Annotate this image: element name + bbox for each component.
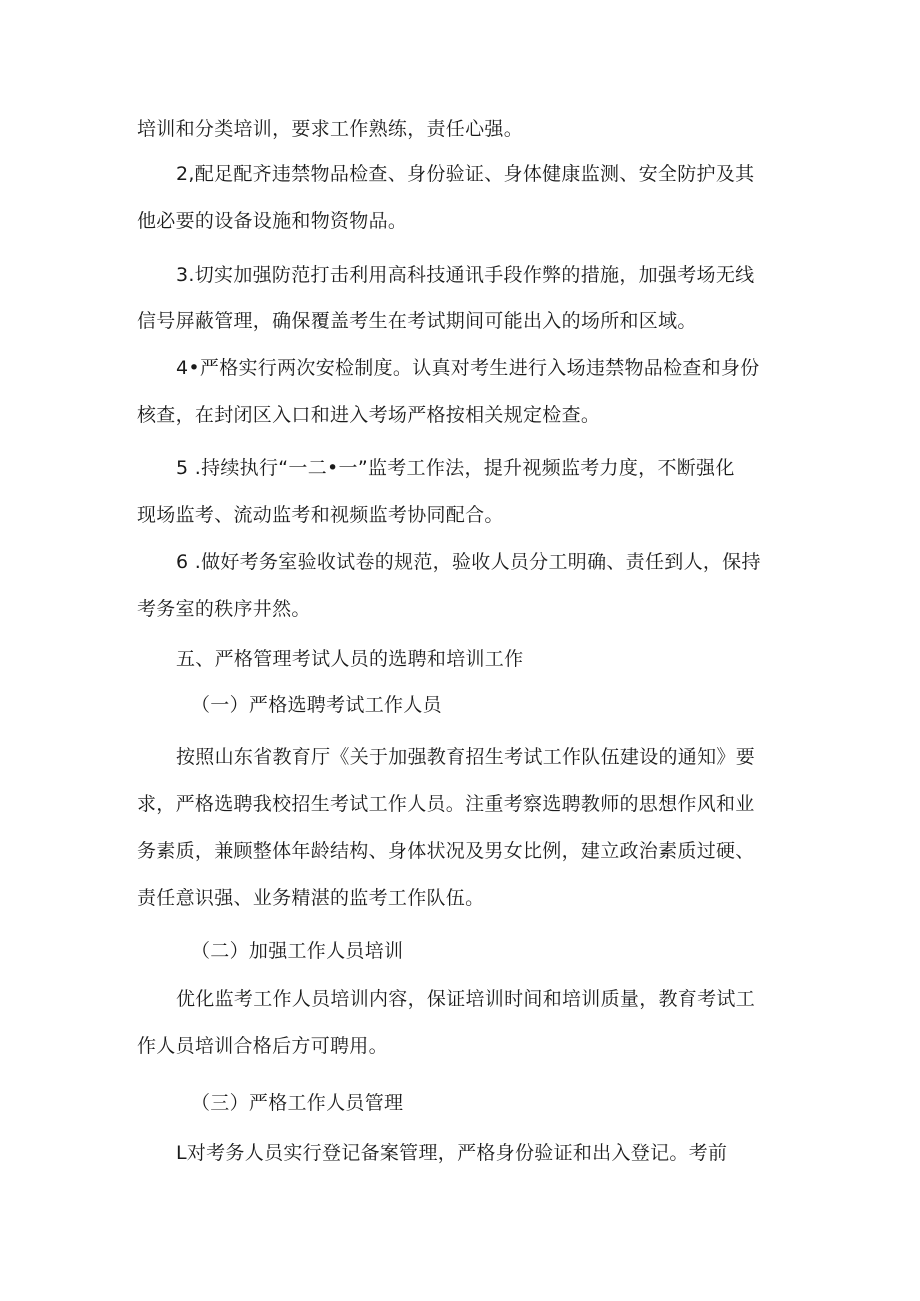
text-line: 按照山东省教育厅《关于加强教育招生考试工作队伍建设的通知》要 — [176, 746, 756, 768]
subsection-heading: （三）严格工作人员管理 — [191, 1092, 404, 1114]
text-line: 3.切实加强防范打击利用高科技通讯手段作弊的措施，加强考场无线 — [176, 264, 755, 286]
text-line: 4•严格实行两次安检制度。认真对考生进行入场违禁物品检查和身份 — [176, 357, 760, 379]
text-line: 考务室的秩序井然。 — [137, 598, 311, 620]
subsection-heading: （一）严格选聘考试工作人员 — [191, 694, 442, 716]
text-line: 优化监考工作人员培训内容，保证培训时间和培训质量，教育考试工 — [176, 988, 756, 1010]
text-line: 6 .做好考务室验收试卷的规范，验收人员分工明确、责任到人，保持 — [176, 551, 761, 573]
text-line: 责任意识强、业务精湛的监考工作队伍。 — [137, 887, 485, 909]
section-heading: 五、严格管理考试人员的选聘和培训工作 — [176, 648, 524, 670]
text-line: 核查，在封闭区入口和进入考场严格按相关规定检查。 — [137, 404, 601, 426]
text-line: 务素质，兼顾整体年龄结构、身体状况及男女比例，建立政治素质过硬、 — [137, 840, 755, 862]
text-line: 现场监考、流动监考和视频监考协同配合。 — [137, 504, 504, 526]
subsection-heading: （二）加强工作人员培训 — [191, 940, 404, 962]
text-line: 信号屏蔽管理，确保覆盖考生在考试期间可能出入的场所和区域。 — [137, 310, 697, 332]
text-line: 2,配足配齐违禁物品检查、身份验证、身体健康监测、安全防护及其 — [176, 163, 755, 185]
text-line: 作人员培训合格后方可聘用。 — [137, 1035, 388, 1057]
text-line: L对考务人员实行登记备案管理，严格身份验证和出入登记。考前 — [176, 1142, 728, 1164]
text-line: 培训和分类培训，要求工作熟练，责任心强。 — [137, 118, 524, 140]
text-line: 求，严格选聘我校招生考试工作人员。注重考察选聘教师的思想作风和业 — [137, 793, 755, 815]
text-line: 他必要的设备设施和物资物品。 — [137, 210, 408, 232]
text-line: 5 .持续执行“一二•一”监考工作法，提升视频监考力度，不断强化 — [176, 457, 735, 479]
